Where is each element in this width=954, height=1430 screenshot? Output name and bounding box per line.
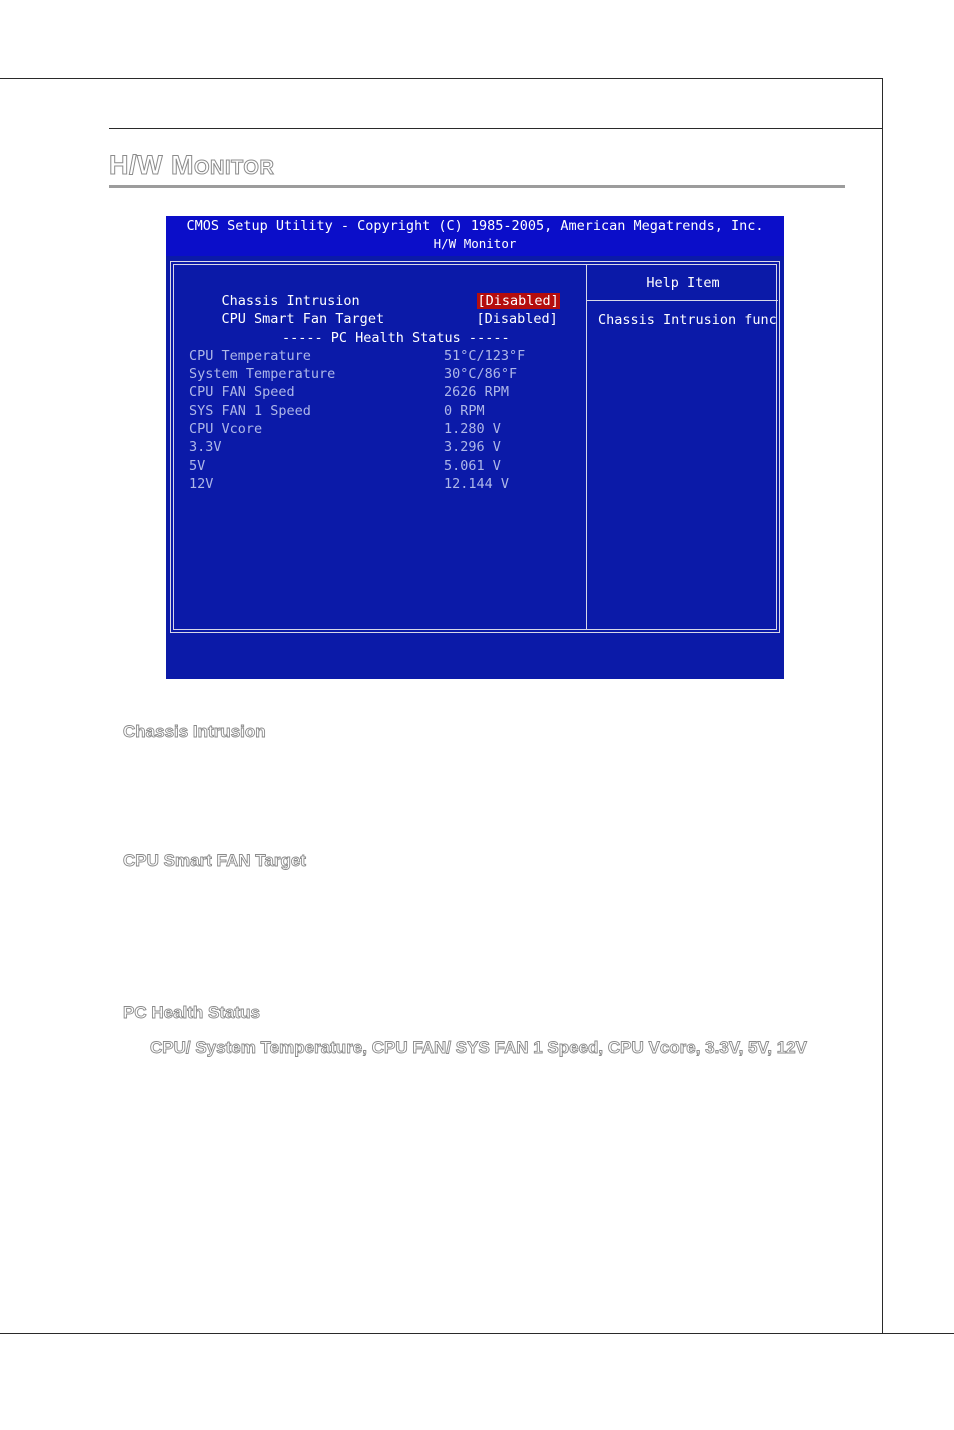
heading-pc-health-status: PC Health Status: [123, 1003, 260, 1022]
footer-divider: [170, 632, 780, 633]
reading-label: CPU FAN Speed: [189, 384, 295, 400]
help-text: Chassis Intrusion func: [598, 312, 777, 328]
bios-header: [166, 216, 784, 256]
help-divider: [586, 264, 587, 630]
reading-label: 5V: [189, 458, 206, 474]
bios-screen: [166, 216, 784, 747]
top-rule: [0, 78, 882, 79]
help-title-divider: [586, 300, 778, 301]
key-help-line2: F8:Fail-Safe Defaults F6:Optimized Defaults: [298, 731, 672, 747]
bios-screen-title: H/W Monitor: [433, 236, 517, 251]
bottom-rule: [0, 1333, 954, 1334]
reading-label: CPU Temperature: [189, 348, 311, 364]
reading-value: 3.296 V: [444, 439, 501, 455]
selected-value[interactable]: [Disabled]: [477, 293, 559, 309]
health-status-title: ----- PC Health Status -----: [282, 330, 510, 346]
reading-label: CPU Vcore: [189, 421, 263, 437]
header-rule: [109, 128, 882, 129]
reading-label: System Temperature: [189, 366, 336, 382]
reading-label: SYS FAN 1 Speed: [189, 403, 311, 419]
setting-label: CPU Smart Fan Target: [221, 311, 385, 327]
reading-label: 3.3V: [189, 439, 222, 455]
reading-value: 51°C/123°F: [444, 348, 526, 364]
reading-value: 30°C/86°F: [444, 366, 518, 382]
title-underline: [109, 185, 845, 188]
setting-label: Chassis Intrusion: [221, 293, 360, 309]
reading-value: 5.061 V: [444, 458, 501, 474]
right-rule: [882, 78, 883, 1334]
reading-value: 1.280 V: [444, 421, 501, 437]
key-help-line1: ↑↓↔:Move Enter:Select +/-/:Value F10:Save ESC:Exit F1:General Help: [186, 677, 764, 693]
setting-value[interactable]: [Disabled]: [476, 311, 558, 327]
reading-value: 0 RPM: [444, 403, 485, 419]
reading-value: 2626 RPM: [444, 384, 510, 400]
bios-footer: [166, 640, 784, 784]
heading-chassis-intrusion: Chassis Intrusion: [123, 722, 266, 741]
reading-label: 12V: [189, 476, 214, 492]
pc-health-status-description: CPU/ System Temperature, CPU FAN/ SYS FAN 1 Speed, CPU Vcore, 3.3V, 5V, 12V: [150, 1038, 807, 1057]
bios-copyright: CMOS Setup Utility - Copyright (C) 1985-2005, American Megatrends, Inc.: [186, 218, 764, 234]
page-title: H/W MONITOR: [109, 150, 275, 180]
reading-value: 12.144 V: [444, 476, 510, 492]
heading-cpu-smart-fan-target: CPU Smart FAN Target: [123, 851, 306, 870]
help-title: Help Item: [646, 275, 720, 291]
